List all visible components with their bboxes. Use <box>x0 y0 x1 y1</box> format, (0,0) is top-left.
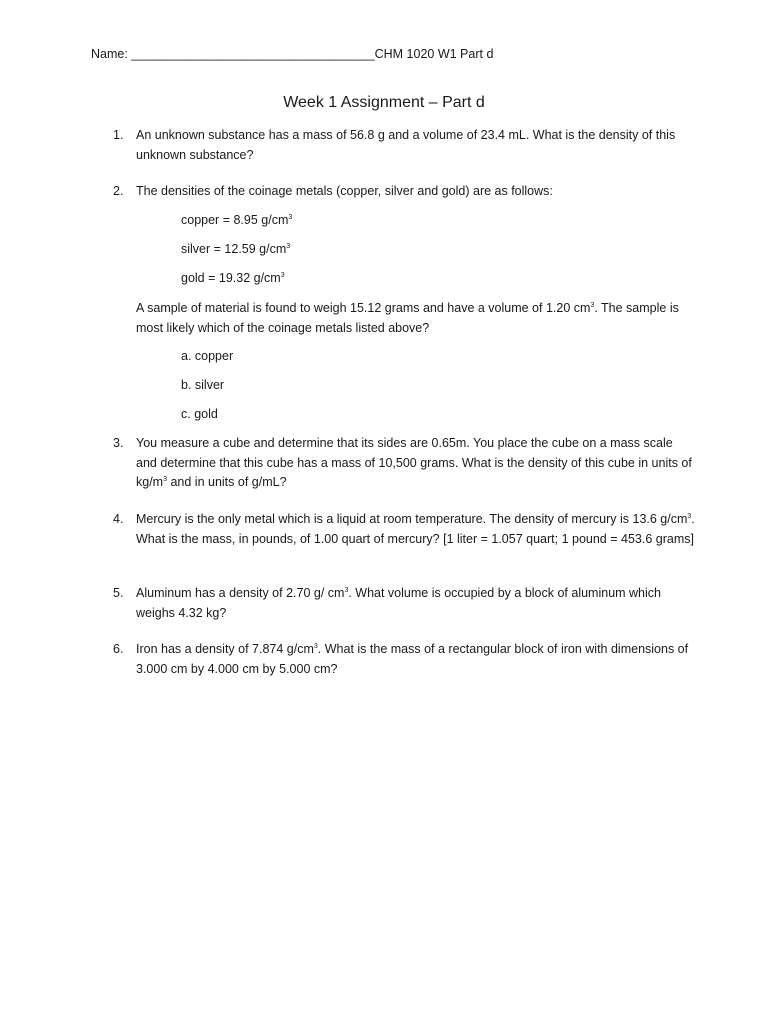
question-text: Iron has a density of 7.874 $g/cm^3$. What is the mass of a rectangular block of iron with dimensions of 3.000 cm by 4.000 cm by 5.000 cm? <box>136 642 689 676</box>
metal-gold: gold = 19.32 $g/cm^3$ <box>181 271 285 285</box>
metal-silver: silver = 12.59 $g/cm^3$ <box>181 242 291 256</box>
course-code: CHM 1020 W1 Part d <box>374 47 494 61</box>
choice-a: a. copper <box>181 349 234 363</box>
question-text: An unknown substance has a mass of 56.8 g and a volume of 23.4 mL. What is the density of this unknown substance? <box>136 128 676 162</box>
page-title: Week 1 Assignment – Part d <box>283 94 485 111</box>
question-text: The densities of the coinage metals (copper, silver and gold) are as follows: <box>136 184 553 198</box>
question-number: 1. <box>113 128 124 142</box>
question-text: Aluminum has a density of 2.70 g/ $cm^3$. What volume is occupied by a block of aluminum which weighs 4.32 kg? <box>136 586 661 620</box>
choice-b: b. silver <box>181 378 225 392</box>
choice-c: c. gold <box>181 407 218 421</box>
question-number: 6. <box>113 642 124 656</box>
name-field-label: Name: ___________________________________ <box>91 47 375 61</box>
question-number: 5. <box>113 586 124 600</box>
question-text: Mercury is the only metal which is a liquid at room temperature. The density of mercury is 13.6 $g/cm^3$. What is the mass, in pounds, of 1.00 quart of mercury? [1 liter = 1.057 quart; 1 pound = 453.6 grams] <box>136 512 695 546</box>
header-line <box>91 47 493 61</box>
question-text: You measure a cube and determine that its sides are 0.65m. You place the cube on a mass scale and determine that this cube has a mass of 10,500 grams. What is the density of this cube in units of $kg/m^3$ and in units of g/mL? <box>136 436 692 489</box>
metal-copper: copper = 8.95 $g/cm^3$ <box>181 213 293 227</box>
question-number: 4. <box>113 512 124 526</box>
question-2-paragraph: A sample of material is found to weigh 15.12 grams and have a volume of 1.20 $cm^3$. The sample is most likely which of the coinage metals listed above? <box>136 301 679 335</box>
question-number: 3. <box>113 436 124 450</box>
question-number: 2. <box>113 184 124 198</box>
